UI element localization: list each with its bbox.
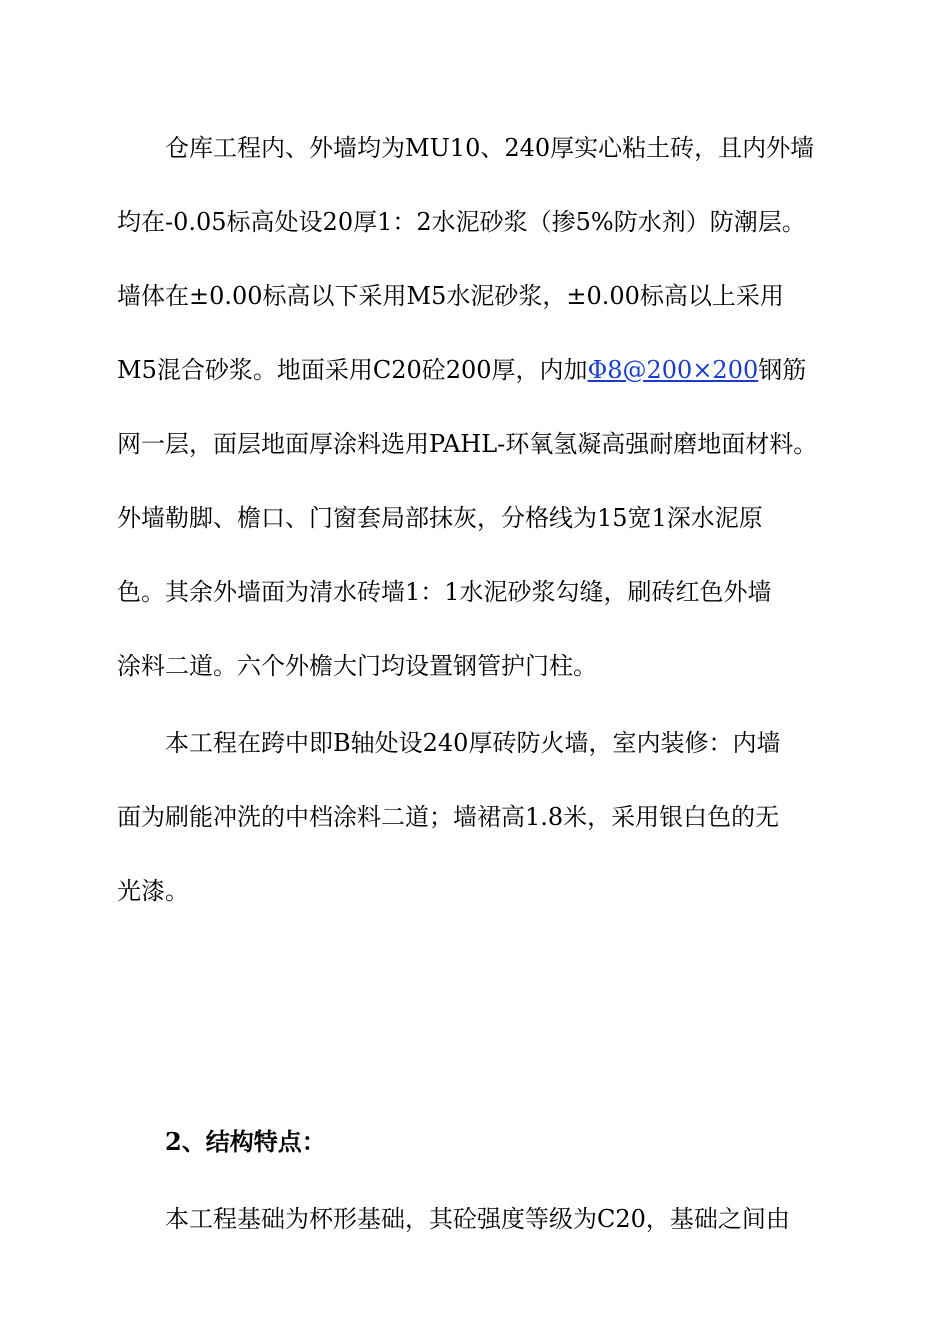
paragraph-line: 本工程在跨中即B轴处设240厚砖防火墙，室内装修：内墙 [165, 729, 781, 757]
section-heading: 2、结构特点： [165, 1127, 326, 1156]
paragraph-line: 本工程基础为杯形基础，其砼强度等级为C20，基础之间由 [165, 1205, 790, 1233]
paragraph-line: 外墙勒脚、檐口、门窗套局部抹灰，分格线为15宽1深水泥原 [117, 504, 763, 532]
paragraph-line: 网一层，面层地面厚涂料选用PAHL-环氧氢凝高强耐磨地面材料。 [117, 430, 818, 458]
paragraph-line: 色。其余外墙面为清水砖墙1：1水泥砂浆勾缝，刷砖红色外墙 [117, 578, 772, 606]
paragraph-line-with-link [117, 354, 837, 386]
paragraph-line: 光漆。 [117, 877, 189, 905]
paragraph-line: 面为刷能冲洗的中档涂料二道；墙裙高1.8米，采用银白色的无 [117, 803, 780, 831]
paragraph-line: 墙体在±0.00标高以下采用M5水泥砂浆，±0.00标高以上采用 [117, 282, 784, 310]
paragraph-line: 涂料二道。六个外檐大门均设置钢管护门柱。 [117, 652, 597, 680]
paragraph-line: 仓库工程内、外墙均为MU10、240厚实心粘土砖，且内外墙 [165, 134, 815, 162]
paragraph-text: M5混合砂浆。地面采用C20砼200厚，内加 [117, 356, 588, 384]
rebar-spec-link[interactable]: Φ8@200×200 [587, 356, 759, 384]
paragraph-line: 均在-0.05标高处设20厚1：2水泥砂浆（掺5%防水剂）防潮层。 [117, 208, 806, 236]
paragraph-text: 钢筋 [758, 356, 807, 384]
